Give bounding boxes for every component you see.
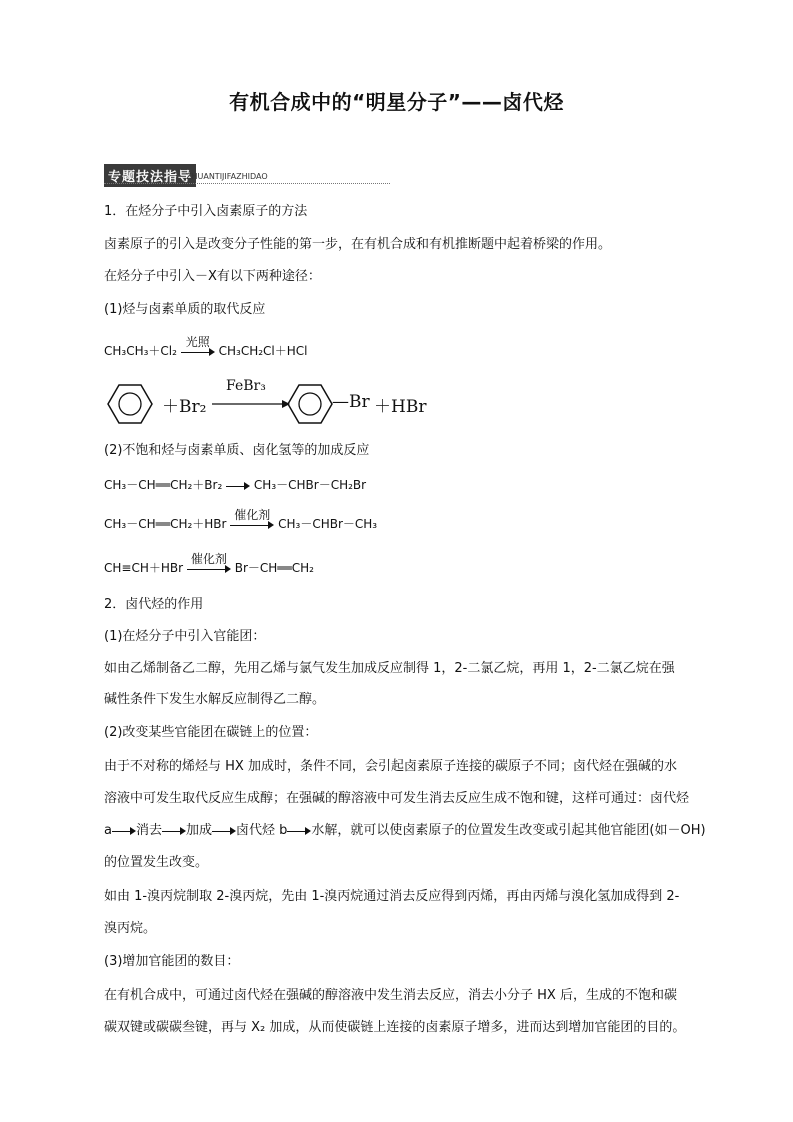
reaction-condition: 光照 bbox=[185, 334, 210, 349]
arrow-icon bbox=[287, 826, 311, 836]
paragraph: 溴丙烷。 bbox=[104, 921, 157, 936]
equation-right: CH₃－CHBr－CH₂Br bbox=[253, 478, 367, 492]
paragraph: 卤素原子的引入是改变分子性能的第一步，在有机合成和有机推断题中起着桥梁的作用。 bbox=[104, 237, 612, 252]
reaction-arrow bbox=[212, 398, 290, 410]
equation-3 bbox=[104, 476, 366, 493]
reaction-arrow bbox=[181, 334, 215, 358]
benzene-ring-icon bbox=[286, 380, 334, 428]
equation-left: CH≡CH＋HBr bbox=[104, 561, 184, 575]
pathway-step: 卤代烃 b bbox=[236, 823, 288, 838]
subheading: (2)不饱和烃与卤素单质、卤化氢等的加成反应 bbox=[104, 443, 370, 458]
equation-left: CH₃－CH══CH₂＋HBr bbox=[104, 517, 227, 531]
section-2-heading: 2．卤代烃的作用 bbox=[104, 597, 204, 612]
equation-reagent: ＋Br₂ bbox=[162, 397, 207, 417]
paragraph: 如由 1-溴丙烷制取 2-溴丙烷，先由 1-溴丙烷通过消去反应得到丙烯，再由丙烯与溴化氢加成得到 2- bbox=[104, 889, 680, 904]
section-badge: 专题技法指导 bbox=[104, 164, 196, 187]
reaction-arrow bbox=[226, 481, 250, 491]
arrow-icon bbox=[162, 826, 186, 836]
paragraph-pathway bbox=[104, 821, 706, 841]
equation-2 bbox=[104, 378, 444, 430]
equation-product: ＋HBr bbox=[374, 397, 427, 417]
reaction-arrow bbox=[187, 551, 231, 575]
dotted-divider bbox=[104, 183, 390, 184]
paragraph: 如由乙烯制备乙二醇，先用乙烯与氯气发生加成反应制得 1，2-二氯乙烷，再用 1，2-二氯乙烷在强 bbox=[104, 661, 675, 676]
equation-right: Br－CH══CH₂ bbox=[234, 561, 314, 575]
page-title: 有机合成中的“明星分子”——卤代烃 bbox=[229, 90, 564, 114]
reaction-arrow bbox=[230, 507, 274, 531]
equation-4 bbox=[104, 507, 378, 532]
equation-left: CH₃－CH══CH₂＋Br₂ bbox=[104, 478, 223, 492]
pathway-start: a bbox=[104, 823, 112, 838]
section-1-heading: 1．在烃分子中引入卤素原子的方法 bbox=[104, 204, 308, 219]
arrow-icon bbox=[212, 826, 236, 836]
equation-5 bbox=[104, 551, 314, 576]
paragraph: 碱性条件下发生水解反应制得乙二醇。 bbox=[104, 692, 326, 707]
subheading: (1)烃与卤素单质的取代反应 bbox=[104, 302, 266, 317]
equation-right: CH₃CH₂Cl＋HCl bbox=[218, 344, 308, 358]
pathway-step: 加成 bbox=[185, 823, 212, 838]
pathway-step: 水解，就可以使卤素原子的位置发生改变或引起其他官能团(如－OH) bbox=[311, 823, 706, 838]
arrow-icon bbox=[112, 826, 136, 836]
section-badge-pinyin: ZHUANTIJIFAZHIDAO bbox=[186, 172, 268, 181]
reaction-condition: 催化剂 bbox=[234, 507, 271, 522]
subheading: (3)增加官能团的数目： bbox=[104, 954, 240, 969]
subheading: (1)在烃分子中引入官能团： bbox=[104, 629, 266, 644]
paragraph: 的位置发生改变。 bbox=[104, 855, 209, 870]
benzene-ring-icon bbox=[106, 380, 154, 428]
reaction-condition: 催化剂 bbox=[190, 551, 227, 566]
equation-1 bbox=[104, 334, 308, 359]
paragraph: 在有机合成中，可通过卤代烃在强碱的醇溶液中发生消去反应，消去小分子 HX 后，生成的不饱和碳 bbox=[104, 988, 677, 1003]
reaction-condition: FeBr₃ bbox=[226, 378, 266, 394]
substituent: —Br bbox=[332, 392, 370, 412]
pathway-step: 消去 bbox=[135, 823, 162, 838]
paragraph: 溶液中可发生取代反应生成醇；在强碱的醇溶液中可发生消去反应生成不饱和键，这样可通过：卤代烃 bbox=[104, 791, 690, 806]
paragraph: 在烃分子中引入－X有以下两种途径： bbox=[104, 269, 321, 284]
equation-left: CH₃CH₃＋Cl₂ bbox=[104, 344, 177, 358]
equation-right: CH₃－CHBr－CH₃ bbox=[278, 517, 378, 531]
paragraph: 由于不对称的烯烃与 HX 加成时，条件不同，会引起卤素原子连接的碳原子不同；卤代烃在强碱的水 bbox=[104, 759, 677, 774]
paragraph: 碳双键或碳碳叁键，再与 X₂ 加成，从而使碳链上连接的卤素原子增多，进而达到增加官能团的目的。 bbox=[104, 1020, 686, 1035]
subheading: (2)改变某些官能团在碳链上的位置： bbox=[104, 725, 318, 740]
